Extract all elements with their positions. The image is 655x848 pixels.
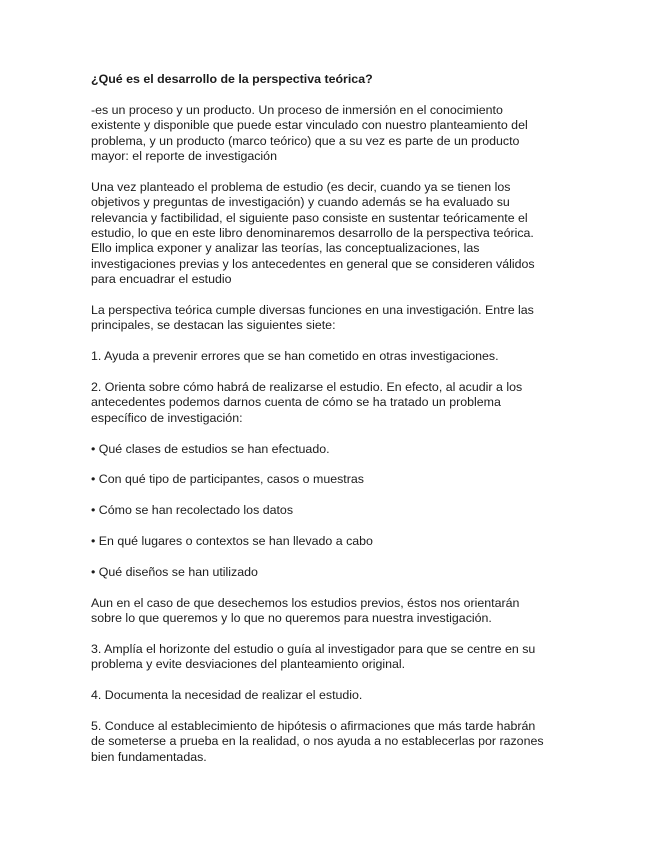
bullet-item: • Con qué tipo de participantes, casos o muestras (91, 472, 364, 487)
text-line: específico de investigación: (91, 410, 243, 425)
text-line: existente y disponible que puede estar vinculado con nuestro planteamiento del (91, 118, 528, 133)
document-page (91, 72, 571, 780)
text-line: sobre lo que queremos y lo que no queremos para nuestra investigación. (91, 611, 492, 626)
paragraph-context (91, 180, 571, 288)
text-line: principales, se destacan las siguientes siete: (91, 318, 336, 333)
text-line: estudio, lo que en este libro denominaremos desarrollo de la perspectiva teórica. (91, 226, 534, 241)
text-line: antecedentes podemos darnos cuenta de cómo se ha tratado un problema (91, 395, 501, 410)
text-line: para encuadrar el estudio (91, 272, 232, 287)
text-line: de someterse a prueba en la realidad, o nos ayuda a no establecerlas por razones (91, 734, 544, 749)
document-title: ¿Qué es el desarrollo de la perspectiva teórica? (91, 72, 373, 86)
text-line: La perspectiva teórica cumple diversas funciones en una investigación. Entre las (91, 303, 534, 318)
text-line: Aun en el caso de que desechemos los estudios previos, éstos nos orientarán (91, 595, 520, 610)
text-line: 2. Orienta sobre cómo habrá de realizarse el estudio. En efecto, al acudir a los (91, 380, 523, 395)
list-item-4: 4. Documenta la necesidad de realizar el estudio. (91, 688, 363, 703)
list-item-1: 1. Ayuda a prevenir errores que se han cometido en otras investigaciones. (91, 349, 499, 364)
paragraph-functions-intro (91, 303, 571, 334)
text-line: objetivos y preguntas de investigación) y cuando además se ha evaluado su (91, 195, 510, 210)
bullet-item: • Qué diseños se han utilizado (91, 564, 258, 579)
text-line: mayor: el reporte de investigación (91, 149, 277, 164)
text-line: investigaciones previas y los antecedentes en general que se consideren válidos (91, 256, 535, 271)
paragraph-definition (91, 103, 571, 165)
bullet-item: • En qué lugares o contextos se han llevado a cabo (91, 534, 373, 549)
text-line: Ello implica exponer y analizar las teorías, las conceptualizaciones, las (91, 241, 480, 256)
bullet-item: • Cómo se han recolectado los datos (91, 503, 294, 518)
text-line: 5. Conduce al establecimiento de hipótesis o afirmaciones que más tarde habrán (91, 718, 536, 733)
list-item-3 (91, 642, 571, 673)
bullet-item: • Qué clases de estudios se han efectuado. (91, 441, 330, 456)
text-line: problema y evite desviaciones del planteamiento original. (91, 657, 406, 672)
list-item-5 (91, 719, 571, 765)
list-item-2 (91, 380, 571, 426)
text-line: Una vez planteado el problema de estudio (es decir, cuando ya se tienen los (91, 179, 511, 194)
text-line: bien fundamentadas. (91, 749, 207, 764)
text-line: problema, y un producto (marco teórico) que a su vez es parte de un producto (91, 133, 520, 148)
text-line: 3. Amplía el horizonte del estudio o guía al investigador para que se centre en su (91, 641, 536, 656)
paragraph-previous-studies (91, 596, 571, 627)
text-line: -es un proceso y un producto. Un proceso de inmersión en el conocimiento (91, 102, 503, 117)
text-line: relevancia y factibilidad, el siguiente paso consiste en sustentar teóricamente el (91, 210, 528, 225)
